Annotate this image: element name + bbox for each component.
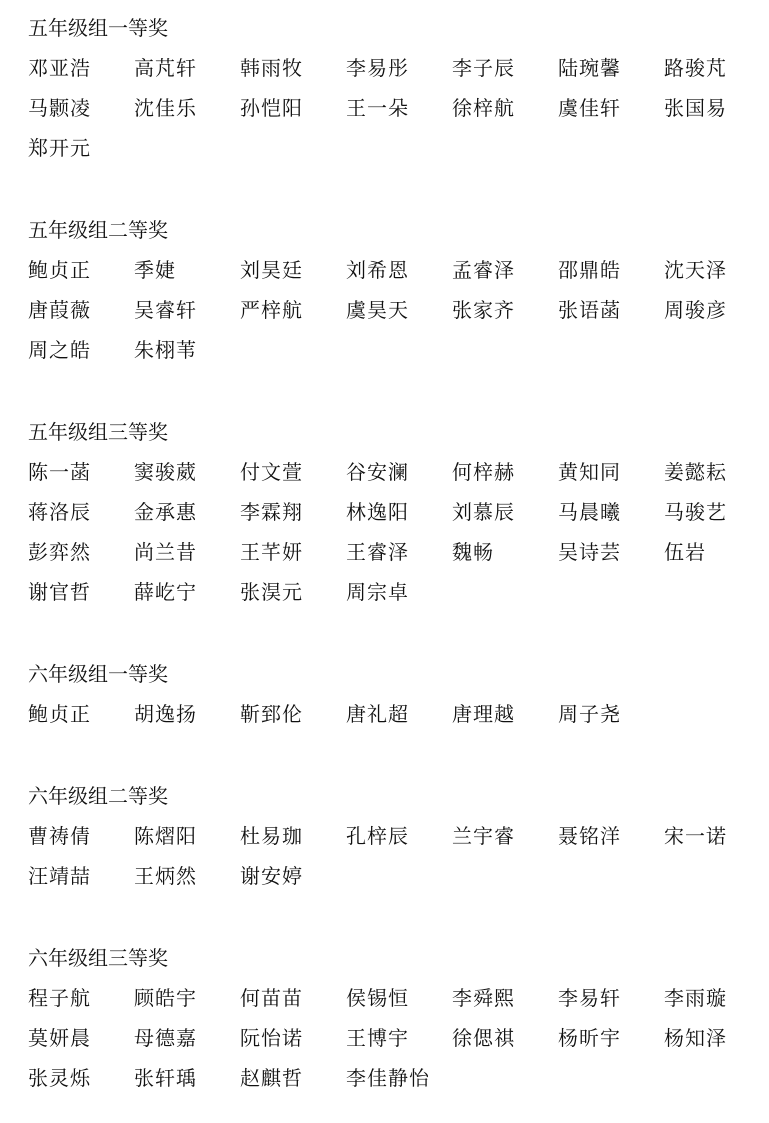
name-grid [28,54,748,174]
student-name: 鲍贞正 [28,702,91,726]
student-name: 顾皓宇 [134,986,197,1010]
student-name: 严梓航 [240,298,303,322]
student-name: 谷安澜 [346,460,409,484]
section-title: 五年级组一等奖 [28,16,168,40]
award-section [28,418,748,618]
student-name: 王炳然 [134,864,197,888]
student-name: 蒋洛辰 [28,500,91,524]
name-grid [28,822,748,902]
student-name: 靳郅伦 [240,702,303,726]
student-name: 陈熠阳 [134,824,197,848]
award-list-page [28,14,748,1104]
student-name: 李舜熙 [452,986,515,1010]
student-name: 周骏彦 [664,298,727,322]
student-name: 金承惠 [134,500,197,524]
student-name: 郑开元 [28,136,91,160]
student-name: 马颢凌 [28,96,91,120]
student-name: 母德嘉 [134,1026,197,1050]
student-name: 唐葭薇 [28,298,91,322]
section-gap [28,376,748,418]
student-name: 莫妍晨 [28,1026,91,1050]
student-name: 李霖翔 [240,500,303,524]
section-gap [28,174,748,216]
student-name: 刘昊廷 [240,258,303,282]
student-name: 伍岩 [664,540,706,564]
student-name: 唐理越 [452,702,515,726]
student-name: 黄知同 [558,460,621,484]
section-title: 五年级组三等奖 [28,420,168,444]
section-gap [28,902,748,944]
student-name: 尚兰昔 [134,540,197,564]
student-name: 程子航 [28,986,91,1010]
student-name: 孔梓辰 [346,824,409,848]
student-name: 朱栩苇 [134,338,197,362]
student-name: 王睿泽 [346,540,409,564]
student-name: 杜易珈 [240,824,303,848]
name-grid [28,458,748,618]
student-name: 张轩瑀 [134,1066,197,1090]
student-name: 吴睿轩 [134,298,197,322]
section-gap [28,618,748,660]
student-name: 徐偲祺 [452,1026,515,1050]
student-name: 刘慕辰 [452,500,515,524]
student-name: 阮怡诺 [240,1026,303,1050]
student-name: 季婕 [134,258,176,282]
student-name: 鲍贞正 [28,258,91,282]
student-name: 张灵烁 [28,1066,91,1090]
section-title: 六年级组一等奖 [28,662,168,686]
student-name: 谢官哲 [28,580,91,604]
award-section [28,660,748,740]
student-name: 林逸阳 [346,500,409,524]
student-name: 谢安婷 [240,864,303,888]
student-name: 王芊妍 [240,540,303,564]
award-section [28,216,748,376]
student-name: 付文萱 [240,460,303,484]
student-name: 王博宇 [346,1026,409,1050]
student-name: 薛屹宁 [134,580,197,604]
section-title: 六年级组三等奖 [28,946,168,970]
award-section [28,944,748,1104]
name-grid [28,700,748,740]
student-name: 虞昊天 [346,298,409,322]
student-name: 路骏芃 [664,56,727,80]
student-name: 陈一菡 [28,460,91,484]
student-name: 张淏元 [240,580,303,604]
student-name: 杨昕宇 [558,1026,621,1050]
student-name: 何梓赫 [452,460,515,484]
student-name: 彭弈然 [28,540,91,564]
student-name: 兰宇睿 [452,824,515,848]
student-name: 虞佳轩 [558,96,621,120]
student-name: 吴诗芸 [558,540,621,564]
name-grid [28,256,748,376]
student-name: 窦骏葳 [134,460,197,484]
student-name: 李子辰 [452,56,515,80]
student-name: 邵鼎皓 [558,258,621,282]
student-name: 汪靖喆 [28,864,91,888]
student-name: 周之皓 [28,338,91,362]
student-name: 孟睿泽 [452,258,515,282]
award-section [28,14,748,174]
student-name: 杨知泽 [664,1026,727,1050]
section-title: 六年级组二等奖 [28,784,168,808]
student-name: 高芃轩 [134,56,197,80]
student-name: 何苗苗 [240,986,303,1010]
student-name: 李易轩 [558,986,621,1010]
student-name: 侯锡恒 [346,986,409,1010]
student-name: 王一朵 [346,96,409,120]
student-name: 张语菡 [558,298,621,322]
student-name: 周子尧 [558,702,621,726]
student-name: 姜懿耘 [664,460,727,484]
student-name: 邓亚浩 [28,56,91,80]
student-name: 马晨曦 [558,500,621,524]
name-grid [28,984,748,1104]
student-name: 沈天泽 [664,258,727,282]
award-section [28,782,748,902]
section-title: 五年级组二等奖 [28,218,168,242]
student-name: 唐礼超 [346,702,409,726]
student-name: 魏畅 [452,540,494,564]
student-name: 周宗卓 [346,580,409,604]
student-name: 刘希恩 [346,258,409,282]
student-name: 李佳静怡 [346,1066,430,1090]
student-name: 曹祷倩 [28,824,91,848]
student-name: 宋一诺 [664,824,727,848]
student-name: 沈佳乐 [134,96,197,120]
student-name: 徐梓航 [452,96,515,120]
student-name: 李雨璇 [664,986,727,1010]
student-name: 张国易 [664,96,727,120]
student-name: 聂铭洋 [558,824,621,848]
student-name: 胡逸扬 [134,702,197,726]
student-name: 陆琬馨 [558,56,621,80]
student-name: 赵麒哲 [240,1066,303,1090]
student-name: 孙恺阳 [240,96,303,120]
student-name: 张家齐 [452,298,515,322]
section-gap [28,740,748,782]
student-name: 马骏艺 [664,500,727,524]
student-name: 李易彤 [346,56,409,80]
student-name: 韩雨牧 [240,56,303,80]
